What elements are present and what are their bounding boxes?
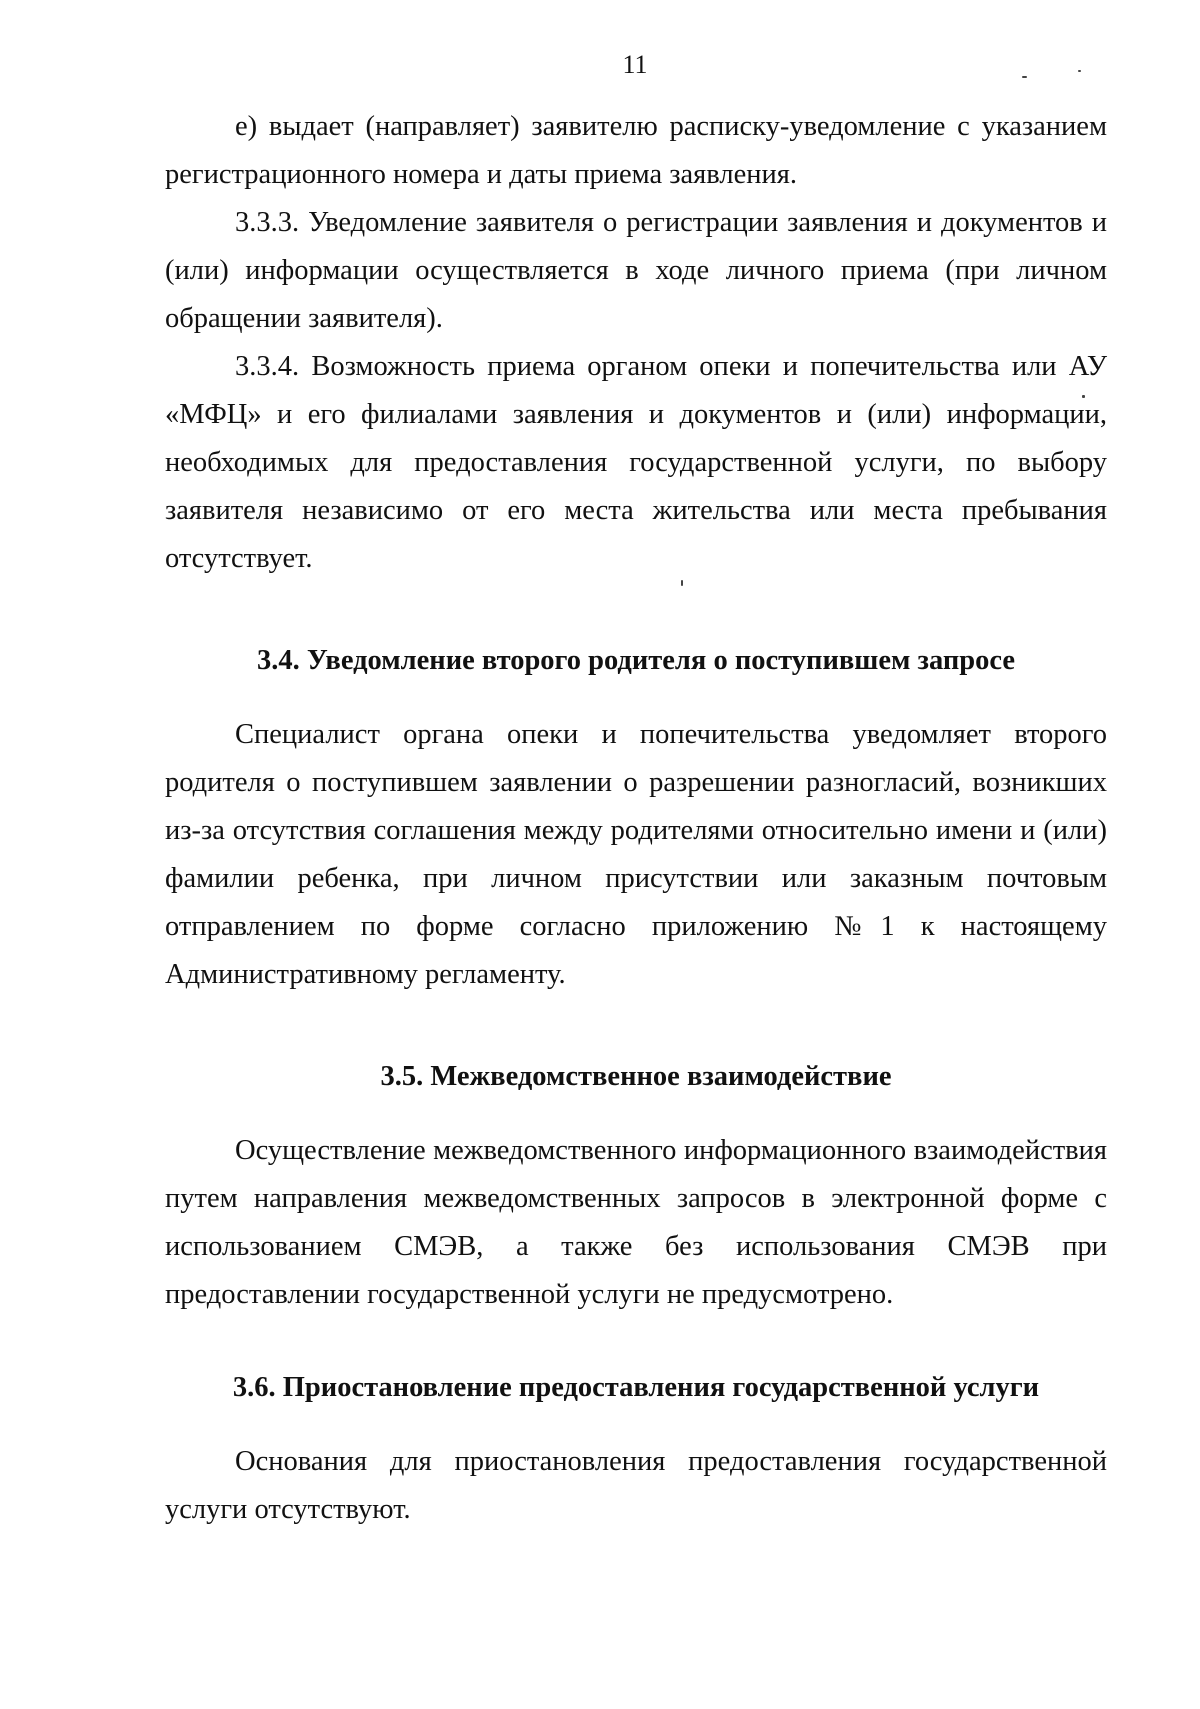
paragraph-3-3-3: 3.3.3. Уведомление заявителя о регистрации заявления и документов и (или) информации осуществляется в ходе личного приема (при личном обращении заявителя).	[165, 207, 1107, 334]
section-heading-3-4: 3.4. Уведомление второго родителя о поступившем запросе	[256, 645, 1016, 676]
section-text-3-4: Специалист органа опеки и попечительства уведомляет второго родителя о поступившем заявлении о разрешении разногласий, возникших из-за отсутствия соглашения между родителями относительно имени и (или) фамилии ребенка, при личном присутствии или заказным почтовым отправлением по форме согласно приложению №1 к настоящему Административному регламенту.	[165, 719, 1107, 990]
paragraph-3-3-4: 3.3.4. Возможность приема органом опеки и попечительства или АУ «МФЦ» и его филиалами заявления и документов и (или) информации, необходимых для предоставления государственной услуги, по выбору заявителя независимо от его места жительства или места пребывания отсутствует.	[165, 351, 1107, 574]
section-text-3-5: Осуществление межведомственного информационного взаимодействия путем направления межведомственных запросов в электронной форме с использованием СМЭВ, а также без использования СМЭВ при предоставлении государственной услуги не предусмотрено.	[165, 1135, 1107, 1310]
scan-speck	[1078, 70, 1081, 72]
paragraph-e: е) выдает (направляет) заявителю расписку-уведомление с указанием регистрационного номера и даты приема заявления.	[165, 111, 1107, 190]
section-heading-3-6: 3.6. Приостановление предоставления государственной услуги	[232, 1372, 1040, 1403]
page-number: 11	[622, 50, 648, 79]
section-heading-3-5: 3.5. Межведомственное взаимодействие	[380, 1061, 892, 1092]
scan-speck	[1022, 76, 1027, 78]
section-text-3-6: Основания для приостановления предоставления государственной услуги отсутствуют.	[165, 1446, 1107, 1525]
